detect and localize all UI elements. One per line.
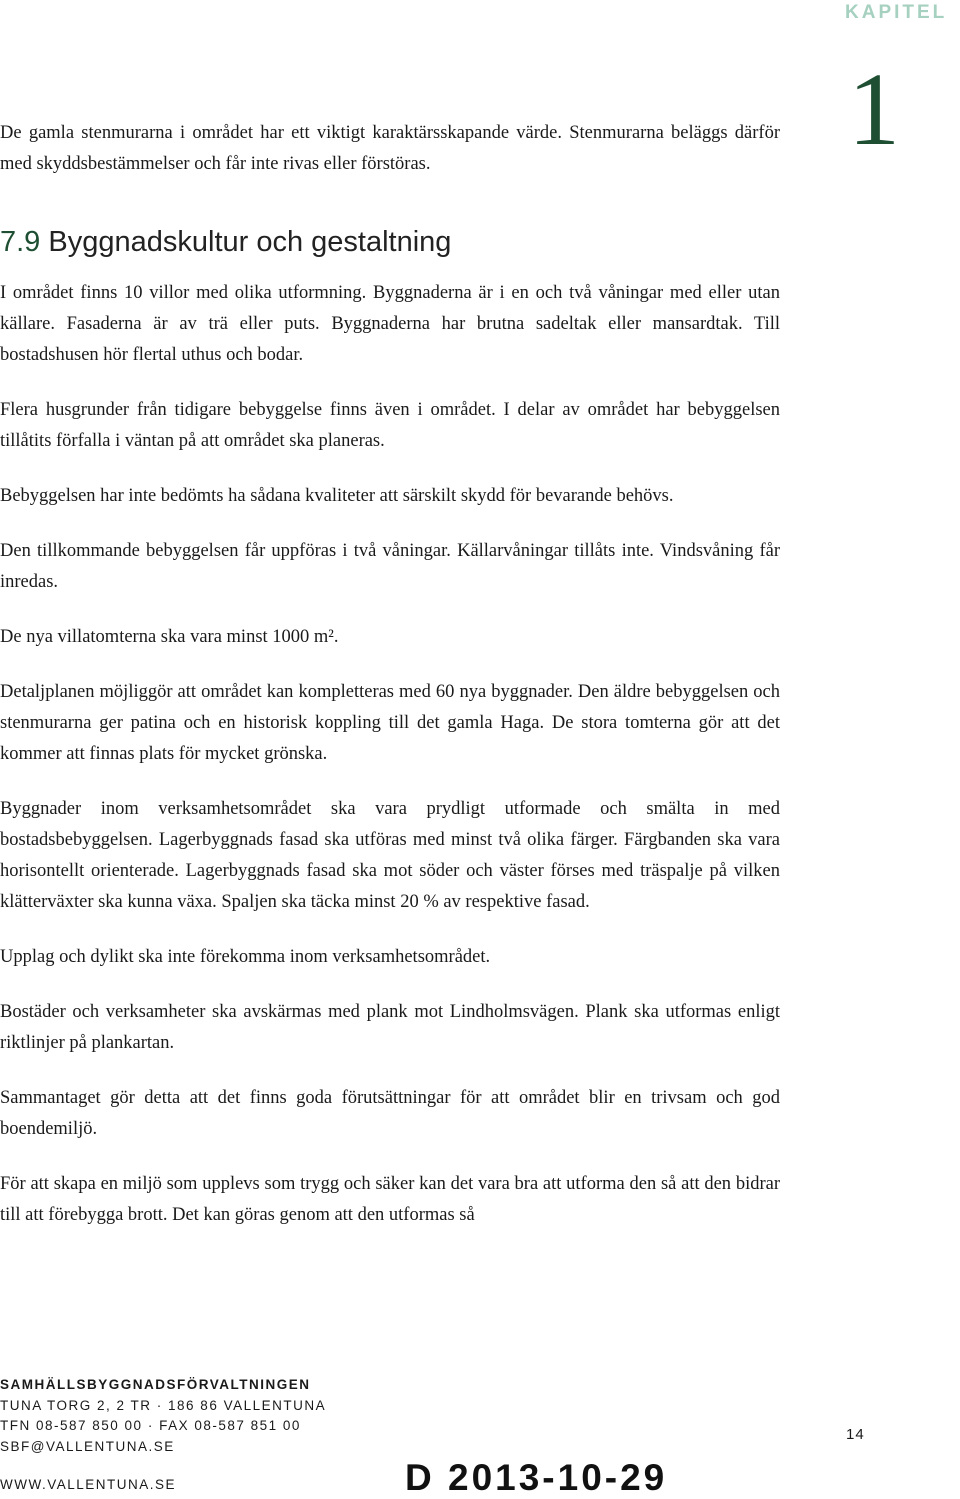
document-body bbox=[0, 118, 780, 1255]
paragraph-sammantaget: Sammantaget gör detta att det finns goda förutsättningar för att området blir en trivsam och god boendemiljö. bbox=[0, 1088, 780, 1139]
section-heading bbox=[0, 224, 780, 260]
chapter-number: 1 bbox=[848, 52, 900, 167]
footer-email: SBF@VALLENTUNA.SE bbox=[0, 1438, 175, 1454]
paragraph-trygghet: För att skapa en miljö som upplevs som trygg och säker kan det vara bra att utforma den så att den bidrar till att förebygga brott. Det kan göras genom att den utformas så bbox=[0, 1174, 780, 1225]
paragraph-verksamhet: Byggnader inom verksamhetsområdet ska vara prydligt utformade och smälta in med bostadsbebyggelsen. Lagerbyggnads fasad ska utföras med minst två olika färger. Färgbanden ska vara horisontellt orienterade. Lagerbyggnads fasad ska mot söder och väster förses med träspalje på vilken klätterväxter ska kunna växa. Spaljen ska täcka minst 20 % av respektive fasad. bbox=[0, 799, 780, 912]
paragraph-upplag: Upplag och dylikt ska inte förekomma inom verksamhetsområdet. bbox=[0, 947, 491, 967]
paragraph-vaningar: Den tillkommande bebyggelsen får uppföras i två våningar. Källarvåningar tillåts inte. Vindsvåning får inredas. bbox=[0, 541, 780, 592]
paragraph-plank: Bostäder och verksamheter ska avskärmas med plank mot Lindholmsvägen. Plank ska utformas enligt riktlinjer på plankartan. bbox=[0, 1002, 780, 1053]
paragraph-villor: I området finns 10 villor med olika utformning. Byggnaderna är i en och två våningar med eller utan källare. Fasaderna är av trä eller puts. Byggnaderna har brutna sadeltak eller mansardtak. Till bostadshusen hör flertal uthus och bodar. bbox=[0, 283, 780, 365]
document-code: D 2013-10-29 bbox=[405, 1457, 668, 1498]
paragraph-villatomter: De nya villatomterna ska vara minst 1000 m². bbox=[0, 627, 339, 647]
footer-organization bbox=[0, 1375, 326, 1457]
paragraph-kvaliteter: Bebyggelsen har inte bedömts ha sådana kvaliteter att särskilt skydd för bevarande behövs. bbox=[0, 486, 674, 506]
section-number: 7.9 bbox=[0, 226, 41, 258]
chapter-label: KAPITEL bbox=[845, 2, 948, 23]
footer-phone: TFN 08-587 850 00 · FAX 08-587 851 00 bbox=[0, 1418, 301, 1433]
paragraph-husgrunder: Flera husgrunder från tidigare bebyggelse finns även i området. I delar av området har bebyggelsen tillåtits förfalla i väntan på att området ska planeras. bbox=[0, 400, 780, 451]
paragraph-detaljplan: Detaljplanen möjliggör att området kan kompletteras med 60 nya byggnader. Den äldre bebyggelsen och stenmurarna ger patina och en historisk koppling till det gamla Haga. De stora tomterna gör att det kommer att finnas plats för mycket grönska. bbox=[0, 682, 780, 764]
footer-org-name: SAMHÄLLSBYGGNADSFÖRVALTNINGEN bbox=[0, 1377, 311, 1392]
footer-website: WWW.VALLENTUNA.SE bbox=[0, 1477, 177, 1492]
footer-address: TUNA TORG 2, 2 TR · 186 86 VALLENTUNA bbox=[0, 1397, 327, 1413]
intro-paragraph: De gamla stenmurarna i området har ett viktigt karaktärsskapande värde. Stenmurarna beläggs därför med skyddsbestämmelser och får inte rivas eller förstöras. bbox=[0, 123, 780, 174]
section-title: Byggnadskultur och gestaltning bbox=[48, 226, 452, 258]
page-number: 14 bbox=[846, 1426, 865, 1443]
